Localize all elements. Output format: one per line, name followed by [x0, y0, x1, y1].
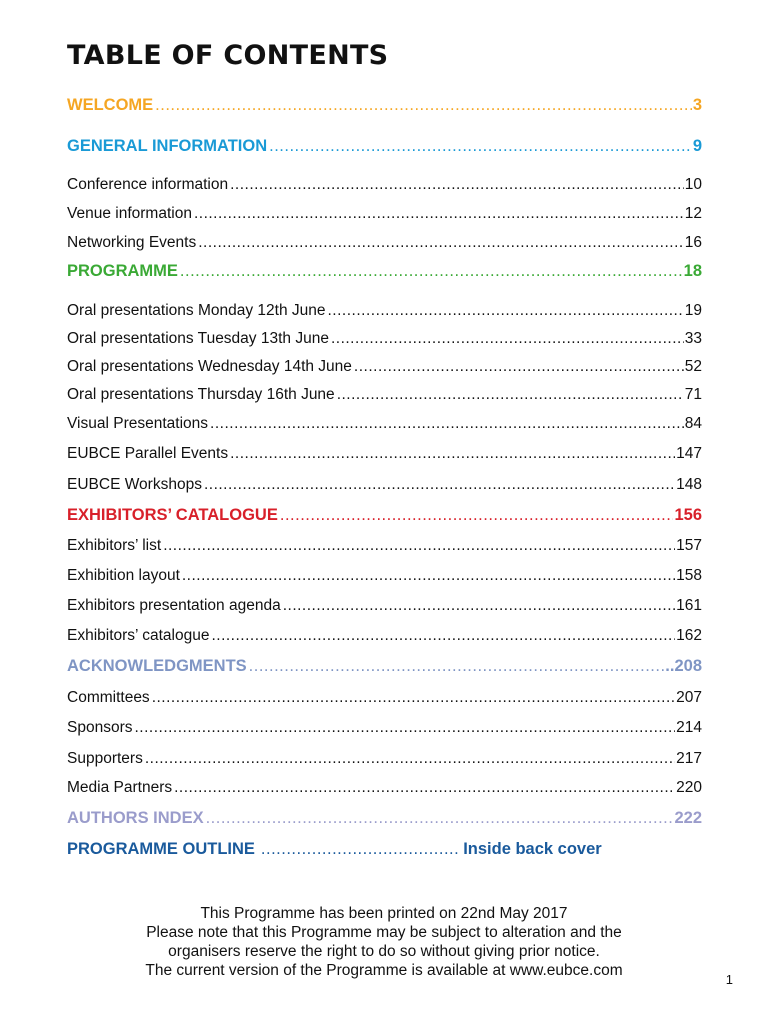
leader-dots — [174, 779, 675, 797]
toc-page-number: 84 — [684, 415, 702, 432]
toc-label: Oral presentations Tuesday 13th June — [67, 330, 329, 347]
toc-label: Exhibition layout — [67, 567, 180, 584]
toc-label: Conference information — [67, 176, 229, 193]
toc-label: WELCOME — [67, 96, 154, 114]
toc-section-exhibitors-catalogue[interactable] — [67, 506, 702, 525]
toc-page-number: 52 — [684, 358, 702, 375]
leader-dots — [194, 205, 684, 223]
page-title: TABLE OF CONTENTS — [67, 40, 389, 71]
toc-item-exhibitors-agenda[interactable] — [67, 597, 702, 615]
toc-label: Media Partners — [67, 779, 173, 796]
toc-page-number: 217 — [676, 750, 702, 767]
leader-dots — [261, 840, 459, 859]
toc-label: EUBCE Parallel Events — [67, 445, 229, 462]
toc-label: Exhibitors’ catalogue — [67, 627, 210, 644]
toc-page-number: 158 — [676, 567, 702, 584]
footer-line: The current version of the Programme is available at www.eubce.com — [145, 962, 623, 979]
toc-item-media-partners[interactable] — [67, 779, 702, 797]
toc-page-number: 162 — [676, 627, 702, 644]
toc-page-number: 148 — [676, 476, 702, 493]
leader-dots — [180, 262, 683, 281]
toc-page-number: 222 — [674, 809, 702, 827]
leader-dots — [204, 476, 675, 494]
leader-dots — [155, 96, 692, 115]
leader-dots — [198, 234, 684, 252]
leader-dots — [152, 689, 675, 707]
leader-dots — [206, 809, 674, 828]
toc-item-oral-wednesday[interactable] — [67, 358, 702, 376]
toc-section-authors-index[interactable] — [67, 809, 702, 828]
toc-label: Sponsors — [67, 719, 133, 736]
toc-item-venue-information[interactable] — [67, 205, 702, 223]
toc-page-number: 10 — [684, 176, 702, 193]
leader-dots — [230, 176, 684, 194]
toc-page-number: 19 — [684, 302, 702, 319]
footer-line: organisers reserve the right to do so without giving prior notice. — [168, 943, 600, 960]
toc-label: PROGRAMME OUTLINE — [67, 840, 255, 858]
toc-label: Committees — [67, 689, 150, 706]
toc-item-exhibition-layout[interactable] — [67, 567, 702, 585]
leader-dots — [337, 386, 684, 404]
toc-page-number: 220 — [676, 779, 702, 796]
toc-item-visual-presentations[interactable] — [67, 415, 702, 433]
footer-note — [40, 904, 728, 980]
toc-label: Oral presentations Monday 12th June — [67, 302, 326, 319]
toc-item-committees[interactable] — [67, 689, 702, 707]
leader-dots — [230, 445, 675, 463]
leader-dots — [182, 567, 675, 585]
leader-dots — [283, 597, 675, 615]
leader-dots — [328, 302, 684, 320]
toc-page-number: 207 — [676, 689, 702, 706]
toc-section-programme[interactable] — [67, 262, 702, 281]
toc-page-number: 156 — [674, 506, 702, 524]
leader-dots — [331, 330, 684, 348]
toc-section-programme-outline[interactable] — [67, 840, 702, 859]
toc-label: ACKNOWLEDGMENTS — [67, 657, 247, 675]
toc-label: Supporters — [67, 750, 143, 767]
leader-dots — [211, 627, 675, 645]
toc-item-sponsors[interactable] — [67, 719, 702, 737]
toc-item-exhibitors-catalogue[interactable] — [67, 627, 702, 645]
toc-label: EXHIBITORS’ CATALOGUE — [67, 506, 278, 524]
toc-page-number: 3 — [692, 96, 702, 114]
leader-dots — [269, 137, 692, 156]
toc-page-number: 157 — [676, 537, 702, 554]
leader-dots — [163, 537, 675, 555]
toc-label: Oral presentations Wednesday 14th June — [67, 358, 352, 375]
toc-page-number: 161 — [676, 597, 702, 614]
toc-section-acknowledgments[interactable] — [67, 657, 702, 676]
toc-label: Networking Events — [67, 234, 197, 251]
toc-section-general-information[interactable] — [67, 137, 702, 156]
leader-dots — [210, 415, 684, 433]
footer-line: Please note that this Programme may be subject to alteration and the — [146, 924, 622, 941]
toc-item-networking-events[interactable] — [67, 234, 702, 252]
toc-item-exhibitors-list[interactable] — [67, 537, 702, 555]
toc-item-oral-tuesday[interactable] — [67, 330, 702, 348]
toc-page-number: 16 — [684, 234, 702, 251]
toc-item-workshops[interactable] — [67, 476, 702, 494]
footer-line: This Programme has been printed on 22nd May 2017 — [200, 905, 568, 922]
toc-page-number: 9 — [692, 137, 702, 155]
toc-page-number: ..208 — [665, 657, 702, 675]
toc-item-oral-monday[interactable] — [67, 302, 702, 320]
toc-label: PROGRAMME — [67, 262, 178, 280]
page-number: 1 — [725, 972, 733, 987]
toc-page-number: 12 — [684, 205, 702, 222]
toc-label: Venue information — [67, 205, 192, 222]
toc-section-welcome[interactable] — [67, 96, 702, 115]
toc-item-conference-information[interactable] — [67, 176, 702, 194]
leader-dots — [134, 719, 675, 737]
toc-label: Exhibitors presentation agenda — [67, 597, 281, 614]
toc-item-parallel-events[interactable] — [67, 445, 702, 463]
leader-dots — [145, 750, 675, 768]
toc-page-number: 18 — [683, 262, 702, 280]
toc-label: Visual Presentations — [67, 415, 209, 432]
toc-page-number: Inside back cover — [463, 840, 602, 858]
toc-page-number: 214 — [676, 719, 702, 736]
toc-label: Exhibitors’ list — [67, 537, 162, 554]
toc-page-number: 147 — [676, 445, 702, 462]
leader-dots — [354, 358, 684, 376]
toc-label: AUTHORS INDEX — [67, 809, 204, 827]
toc-label: Oral presentations Thursday 16th June — [67, 386, 335, 403]
toc-label: EUBCE Workshops — [67, 476, 202, 493]
toc-item-supporters[interactable] — [67, 750, 702, 768]
toc-label: GENERAL INFORMATION — [67, 137, 268, 155]
toc-page-number: 33 — [684, 330, 702, 347]
toc-item-oral-thursday[interactable] — [67, 386, 702, 404]
leader-dots — [249, 657, 665, 676]
toc-page-number: 71 — [684, 386, 702, 403]
leader-dots — [280, 506, 674, 525]
